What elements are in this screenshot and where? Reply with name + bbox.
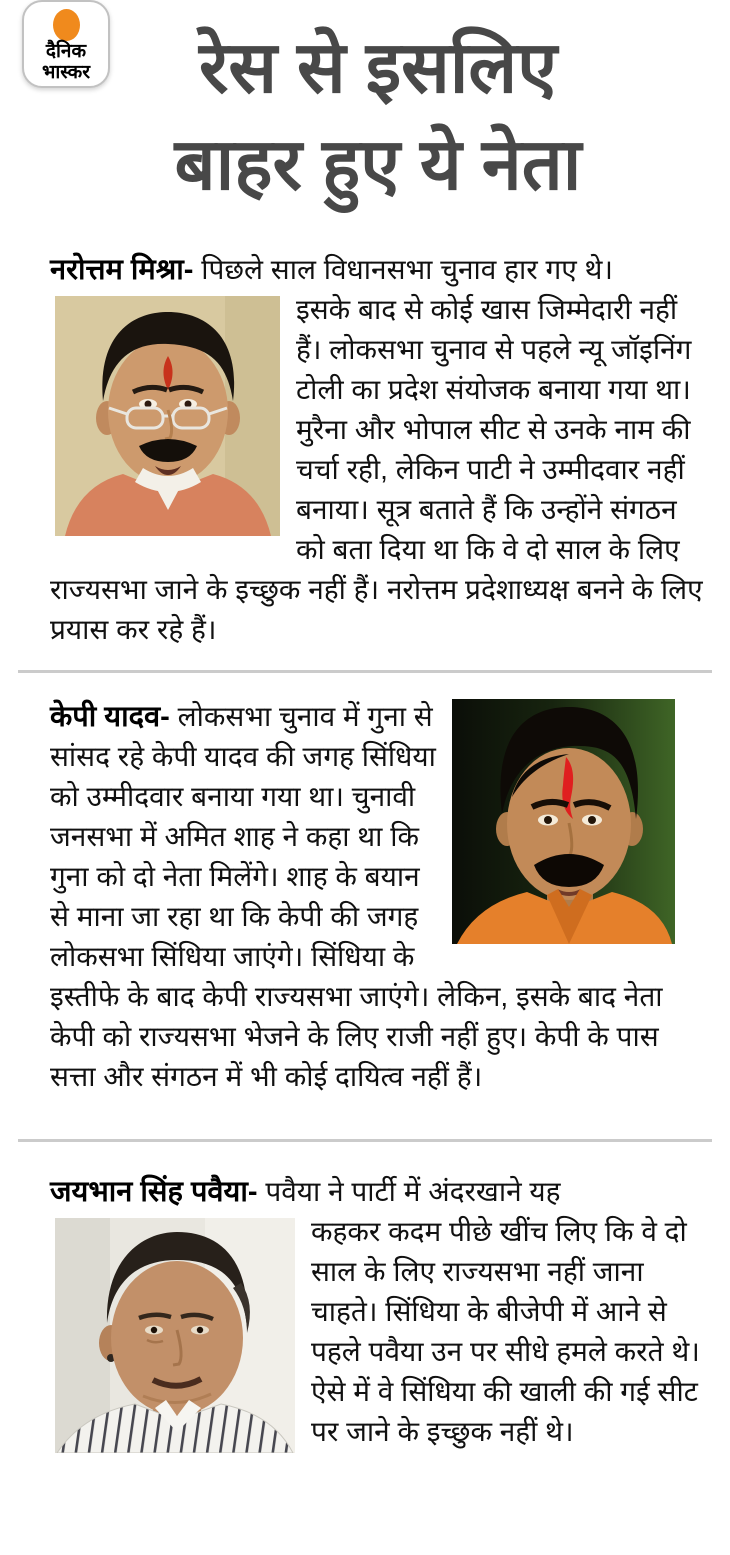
body-text: लोकसभा चुनाव में गुना से सांसद रहे केपी यादव की जगह सिंधिया को उम्मीदवार बनाया गया था। चुनावी जनसभा में अमित शाह ने कहा था कि गुना को दो नेता मिलेंगे। शाह के बयान से माना जा रहा था कि केपी की जगह लोकसभा सिंधिया जाएंगे। सिंधिया के इस्तीफे के बाद केपी राज्यसभा जाएंगे। लेकिन, इसके बाद नेता केपी को राज्यसभा भेजने के लिए राजी नहीं हुए। केपी के पास सत्ता और संगठन में भी कोई दायित्व नहीं हैं।	[50, 701, 663, 1092]
section-lead-line	[50, 250, 705, 290]
page-title-line1: रेस से इसलिए	[198, 28, 558, 108]
dainik-bhaskar-logo	[22, 0, 110, 88]
logo-sun-icon	[53, 9, 80, 41]
lead-text: पवैया ने पार्टी में अंदरखाने यह	[265, 1176, 561, 1207]
person-name: जयभान सिंह पवैया-	[50, 1176, 258, 1208]
section-body	[50, 290, 705, 650]
narottam-mishra-photo	[55, 296, 280, 536]
kp-yadav-photo	[452, 699, 675, 944]
section-narottam-mishra	[0, 214, 730, 670]
section-lead-line	[50, 1172, 705, 1212]
body-text: कहकर कदम पीछे खींच लिए कि वे दो साल के लिए राज्यसभा नहीं जाना चाहते। सिंधिया के बीजेपी में आने से पहले पवैया उन पर सीधे हमले करते थे। ऐसे में वे सिंधिया की खाली की गई सीट पर जाने के इच्छुक नहीं थे।	[311, 1216, 700, 1447]
section-jaibhan-singh-pawaiya	[0, 1142, 730, 1459]
page-title-line2: बाहर हुए ये नेता	[174, 125, 582, 205]
lead-text: पिछले साल विधानसभा चुनाव हार गए थे।	[201, 254, 614, 285]
jaibhan-singh-pawaiya-photo	[55, 1218, 295, 1453]
section-kp-yadav	[0, 673, 730, 1139]
section-body	[50, 697, 705, 1097]
section-body	[50, 1212, 705, 1452]
body-text: इसके बाद से कोई खास जिम्मेदारी नहीं हैं। लोकसभा चुनाव से पहले न्यू जॉइनिंग टोली का प्रदेश संयोजक बनाया गया था। मुरैना और भोपाल सीट से उनके नाम की चर्चा रही, लेकिन पाटी ने उम्मीदवार नहीं बनाया। सूत्र बताते हैं कि उन्होंने संगठन को बता दिया था कि वे दो साल के लिए राज्यसभा जाने के इच्छुक नहीं हैं। नरोत्तम प्रदेशाध्यक्ष बनने के लिए प्रयास कर रहे हैं।	[50, 294, 703, 645]
person-name: नरोत्तम मिश्रा-	[50, 254, 194, 286]
logo-text-line1: दैनिक	[45, 41, 87, 62]
masthead	[0, 0, 730, 214]
logo-text-line2: भास्कर	[41, 62, 91, 83]
person-name: केपी यादव-	[50, 701, 170, 733]
